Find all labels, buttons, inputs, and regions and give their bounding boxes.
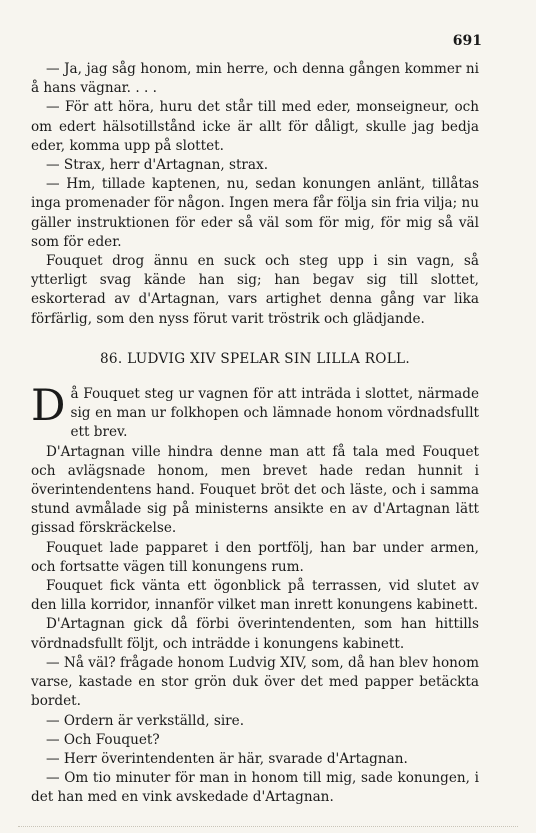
paragraph: — Hm, tillade kaptenen, nu, sedan konungen anlänt, tillåtas inga promenader för någon. Ingen mera får följa sin fria vilja; nu gäller instruktionen för eder så väl som för mig, för mig så väl som för eder. <box>31 176 479 250</box>
paragraph: D'Artagnan gick då förbi överintendenten, som han hittills vördnadsfullt följt, och inträdde i konungens kabinett. <box>31 616 479 652</box>
paragraph: — Strax, herr d'Artagnan, strax. <box>46 157 269 174</box>
paragraph: Fouquet drog ännu en suck och steg upp i sin vagn, så ytterligt svag kände han sig; han begav sig till slottet, eskorterad av d'Artagnan, vars artighet denna gång var lika förfärlig, som den nyss förut varit tröstrik och glädjande. <box>31 253 479 327</box>
chapter-heading: 86. LUDVIG XIV SPELAR SIN LILLA ROLL. <box>99 350 410 367</box>
paragraph: — Och Fouquet? <box>46 731 160 748</box>
paragraph: — Herr överintendenten är här, svarade d'Artagnan. <box>46 750 408 767</box>
paragraph: D'Artagnan ville hindra denne man att få tala med Fouquet och avlägsnade honom, men brevet hade redan hunnit i överintendentens hand. Fouquet bröt det och läste, och i samma stund avmålade sig på ministerns ansikte en av d'Artagnan lätt gissad förskräckelse. <box>31 443 479 537</box>
drop-cap: D <box>31 381 66 432</box>
opening-paragraph <box>31 381 479 443</box>
paragraph: — Om tio minuter för man in honom till mig, sade konungen, i det han med en vink avskedade d'Artagnan. <box>31 770 479 806</box>
opening-paragraph-text: å Fouquet steg ur vagnen för att inträda i slottet, närmade sig en man ur folkhopen och lämnade honom vördnadsfullt ett brev. <box>70 386 479 441</box>
paragraph: — Ordern är verkställd, sire. <box>46 712 245 729</box>
paragraph: — För att höra, huru det står till med eder, monseigneur, och om edert hälsotillstånd icke är allt för dåligt, skulle jag bedja eder, komma upp på slottet. <box>31 99 479 154</box>
paragraph: — Nå väl? frågade honom Ludvig XIV, som, då han blev honom varse, kastade en stor grön duk över det med papper betäckta bordet. <box>31 654 479 710</box>
page-number: 691 <box>452 33 482 49</box>
page-text <box>31 60 479 808</box>
paragraph: Fouquet fick vänta ett ögonblick på terrassen, vid slutet av den lilla korridor, innanför vilket man inrett konungens kabinett. <box>31 578 479 614</box>
paragraph: Fouquet lade papparet i den portfölj, han bar under armen, och fortsatte vägen till konungens rum. <box>31 539 479 575</box>
paragraph: — Ja, jag såg honom, min herre, och denna gången kommer ni å hans vägnar. . . . <box>31 61 479 97</box>
page-edge-divider <box>18 825 518 827</box>
